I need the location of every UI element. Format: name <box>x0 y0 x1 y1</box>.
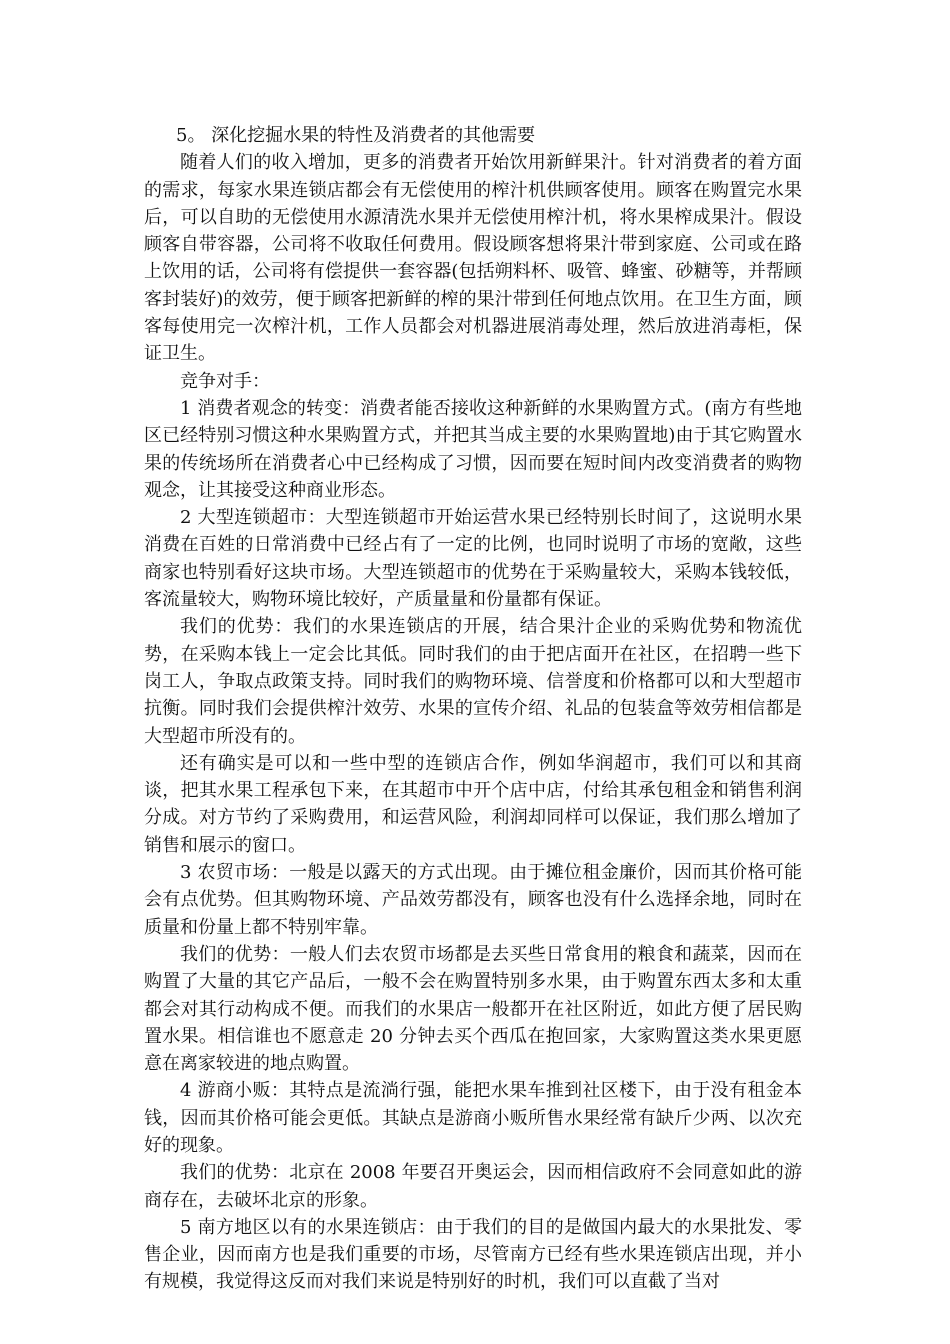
paragraph-consumer-mindset: 1 消费者观念的转变：消费者能否接收这种新鲜的水果购置方式。(南方有些地区已经特别习惯这种水果购置方式，并把其当成主要的水果购置地)由于其它购置水果的传统场所在消费者心中已经构成了习惯，因而要在短时间内改变消费者的购物观念，让其接受这种商业形态。 <box>144 397 802 501</box>
paragraph-southern-chains: 5 南方地区以有的水果连锁店：由于我们的目的是做国内最大的水果批发、零售企业，因而南方也是我们重要的市场，尽管南方已经有些水果连锁店出现，并小有规模，我觉得这反而对我们来说是特别好的时机，我们可以直截了当对 <box>144 1216 802 1293</box>
document-body <box>144 122 802 1296</box>
paragraph-advantage-vs-farmers-markets: 我们的优势：一般人们去农贸市场都是去买些日常食用的粮食和蔬菜，因而在购置了大量的其它产品后，一般不会在购置特别多水果，由于购置东西太多和太重都会对其行动构成不便。而我们的水果店一般都开在社区附近，如此方便了居民购置水果。相信谁也不愿意走 20 分钟去买个西瓜在抱回家，大家购置这类水果更愿意在离家较进的地点购置。 <box>144 943 802 1075</box>
paragraph-advantage-vs-supermarkets: 我们的优势：我们的水果连锁店的开展，结合果汁企业的采购优势和物流优势，在采购本钱上一定会比其低。同时我们的由于把店面开在社区，在招聘一些下岗工人，争取点政策支持。同时我们的购物环境、信誉度和价格都可以和大型超市抗衡。同时我们会提供榨汁效劳、水果的宣传介绍、礼品的包装盒等效劳相信都是大型超市所没有的。 <box>144 616 802 747</box>
paragraph-fresh-juice-service: 随着人们的收入增加，更多的消费者开始饮用新鲜果汁。针对消费者的着方面的需求，每家水果连锁店都会有无偿使用的榨汁机供顾客使用。顾客在购置完水果后，可以自助的无偿使用水源清洗水果并无偿使用榨汁机，将水果榨成果汁。假设顾客自带容器，公司将不收取任何费用。假设顾客想将果汁带到家庭、公司或在路上饮用的话，公司将有偿提供一套容器(包括朔料杯、吸管、蜂蜜、砂糖等，并帮顾客封装好)的效劳，便于顾客把新鲜的榨的果汁带到任何地点饮用。在卫生方面，顾客每使用完一次榨汁机，工作人员都会对机器进展消毒处理，然后放进消毒柜，保证卫生。 <box>144 152 802 365</box>
paragraph-farmers-markets: 3 农贸市场：一般是以露天的方式出现。由于摊位租金廉价，因而其价格可能会有点优势。但其购物环境、产品效劳都没有，顾客也没有什么选择余地，同时在质量和份量上都不特别牢靠。 <box>144 862 802 938</box>
paragraph-advantage-vs-vendors: 我们的优势：北京在 2008 年要召开奥运会，因而相信政府不会同意如此的游商存在，去破坏北京的形象。 <box>144 1162 802 1211</box>
paragraph-large-supermarkets: 2 大型连锁超市：大型连锁超市开始运营水果已经特别长时间了，这说明水果消费在百姓的日常消费中已经占有了一定的比例，也同时说明了市场的宽敞，这些商家也特别看好这块市场。大型连锁超市的优势在于采购量较大，采购本钱较低，客流量较大，购物环境比较好，产质量量和份量都有保证。 <box>144 507 802 611</box>
paragraph-midsize-chain-cooperation: 还有确实是可以和一些中型的连锁店合作，例如华润超市，我们可以和其商谈，把其水果工程承包下来，在其超市中开个店中店，付给其承包租金和销售利润分成。对方节约了采购费用，和运营风险，利润却同样可以保证，我们那么增加了销售和展示的窗口。 <box>144 752 802 856</box>
section-heading: 5。 深化挖掘水果的特性及消费者的其他需要 <box>176 125 536 146</box>
paragraph-street-vendors: 4 游商小贩：其特点是流淌行强，能把水果车推到社区楼下，由于没有租金本钱，因而其价格可能会更低。其缺点是游商小贩所售水果经常有缺斤少两、以次充好的现象。 <box>144 1080 802 1156</box>
paragraph-competitors-label: 竞争对手： <box>180 370 270 392</box>
